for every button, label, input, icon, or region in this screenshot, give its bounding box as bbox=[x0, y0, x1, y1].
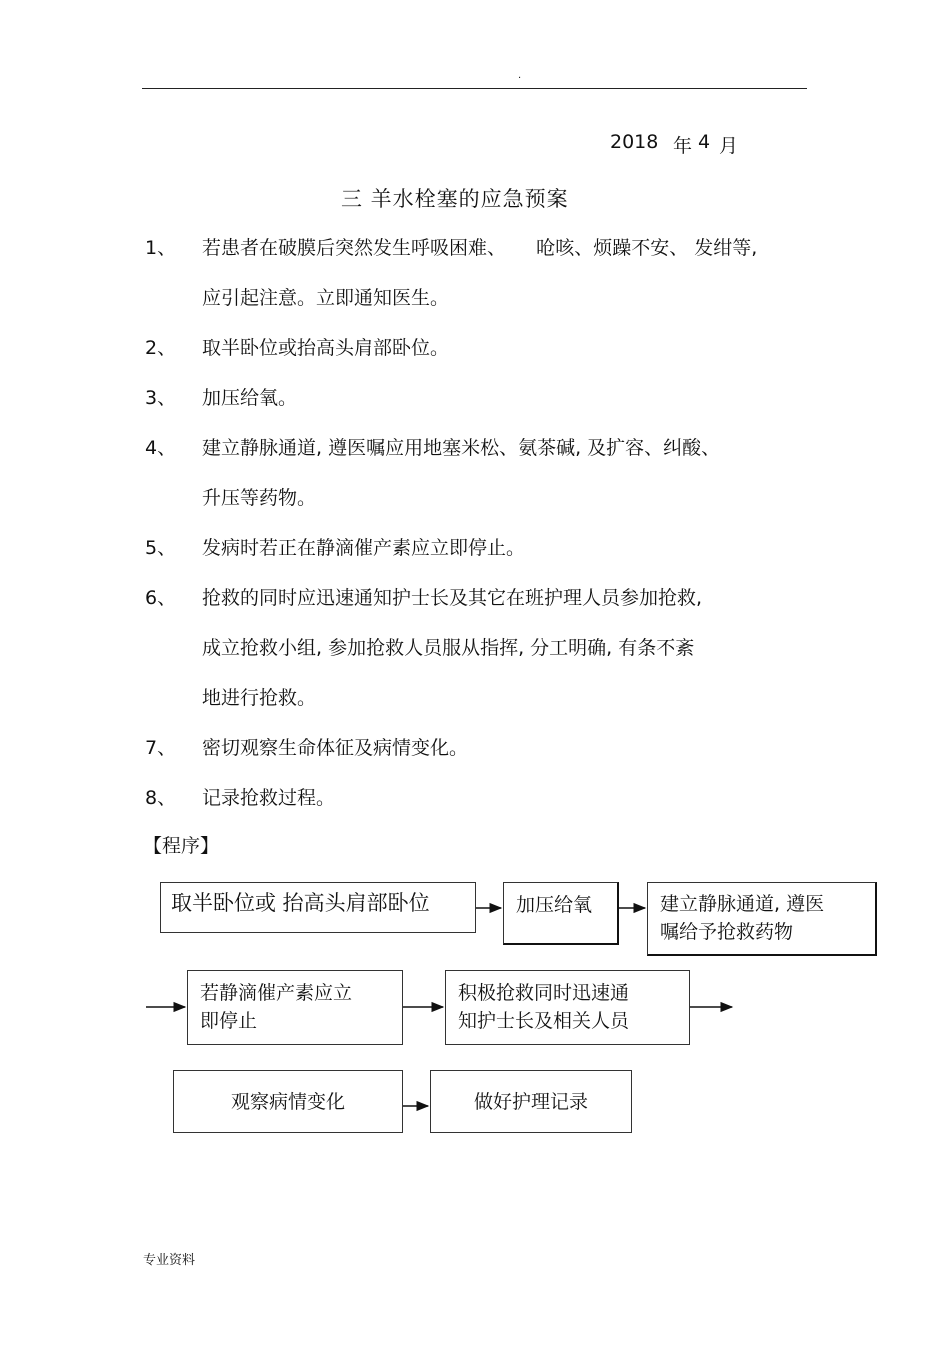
flow-step-text: 做好护理记录 bbox=[473, 1090, 588, 1113]
flow-step-text: 知护士长及相关人员 bbox=[458, 1010, 630, 1032]
item-number: 6、 bbox=[145, 587, 177, 609]
flow-step-text: 积极抢救同时迅速通 bbox=[458, 982, 630, 1004]
header-mark: . bbox=[518, 70, 522, 81]
flow-step-text: 观察病情变化 bbox=[230, 1090, 345, 1113]
item-text: 若患者在破膜后突然发生呼吸困难、 呛咳、烦躁不安、 发绀等, bbox=[202, 237, 758, 259]
item-text: 记录抢救过程。 bbox=[202, 787, 336, 809]
item-number: 8、 bbox=[145, 787, 177, 809]
flow-step-text: 嘱给予抢救药物 bbox=[660, 921, 794, 943]
date-month-word: 月 bbox=[719, 135, 739, 157]
item-text: 升压等药物。 bbox=[202, 487, 317, 509]
procedure-label: 【程序】 bbox=[143, 835, 220, 857]
flow-step-text: 加压给氧 bbox=[516, 894, 593, 916]
item-text: 发病时若正在静滴催产素应立即停止。 bbox=[202, 537, 526, 559]
item-text: 地进行抢救。 bbox=[202, 687, 317, 709]
item-text: 应引起注意。立即通知医生。 bbox=[202, 287, 450, 309]
flow-step-text: 建立静脉通道, 遵医 bbox=[660, 893, 825, 915]
item-text: 取半卧位或抬高头肩部卧位。 bbox=[202, 337, 450, 359]
date-year-word: 年 bbox=[673, 135, 693, 157]
document-title: 三 羊水栓塞的应急预案 bbox=[341, 187, 569, 211]
flow-step-text: 取半卧位或 抬高头肩部卧位 bbox=[171, 891, 430, 915]
item-text: 建立静脉通道, 遵医嘱应用地塞米松、氨茶碱, 及扩容、纠酸、 bbox=[202, 437, 721, 459]
item-number: 7、 bbox=[145, 737, 177, 759]
item-text: 成立抢救小组, 参加抢救人员服从指挥, 分工明确, 有条不紊 bbox=[202, 637, 695, 659]
footer-label: 专业资料 bbox=[143, 1253, 196, 1268]
item-number: 3、 bbox=[145, 387, 177, 409]
flow-step-text: 即停止 bbox=[200, 1010, 258, 1032]
flow-step-text: 若静滴催产素应立 bbox=[200, 982, 353, 1004]
item-text: 加压给氧。 bbox=[202, 387, 298, 409]
date-month: 4 bbox=[698, 131, 711, 153]
item-text: 密切观察生命体征及病情变化。 bbox=[202, 737, 469, 759]
item-number: 1、 bbox=[145, 237, 177, 259]
item-number: 4、 bbox=[145, 437, 177, 459]
item-number: 2、 bbox=[145, 337, 177, 359]
date-year: 2018 bbox=[610, 131, 659, 153]
item-text: 抢救的同时应迅速通知护士长及其它在班护理人员参加抢救, bbox=[202, 587, 703, 609]
item-number: 5、 bbox=[145, 537, 177, 559]
